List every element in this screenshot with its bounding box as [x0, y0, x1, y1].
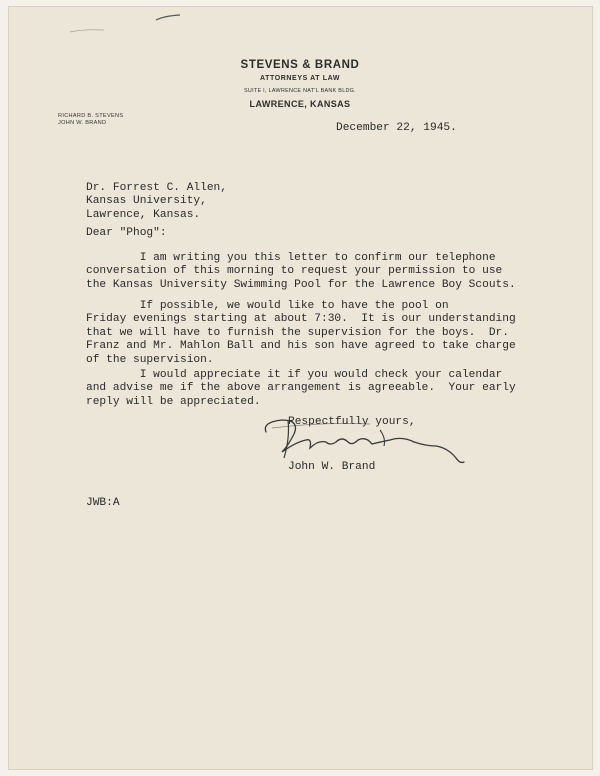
paragraph-line: I would appreciate it if you would check your calendar [86, 369, 503, 381]
paragraph [86, 300, 516, 367]
salutation: Dear "Phog": [86, 227, 167, 239]
paragraph-line: I am writing you this letter to confirm our telephone [86, 252, 496, 264]
faint-mark-icon [68, 26, 108, 36]
recipient-address [86, 182, 227, 222]
paragraph-line: that we will have to furnish the supervision for the boys. Dr. [86, 326, 509, 339]
partner-name: JOHN W. BRAND [58, 120, 107, 126]
letter-date: December 22, 1945. [336, 122, 457, 134]
paragraph [86, 252, 516, 292]
paragraph-line: If possible, we would like to have the pool on [86, 300, 449, 312]
paragraph-line: the Kansas University Swimming Pool for the Lawrence Boy Scouts. [86, 278, 516, 291]
closing: Respectfully yours, [288, 416, 416, 428]
paragraph-line: Friday evenings starting at about 7:30. It is our understanding [86, 313, 516, 326]
letterhead-subtitle: ATTORNEYS AT LAW [259, 75, 341, 82]
address-line: Dr. Forrest C. Allen, [86, 182, 227, 194]
paragraph [86, 369, 516, 409]
paragraph-line: Franz and Mr. Mahlon Ball and his son have agreed to take charge [86, 340, 516, 353]
letterhead-city: LAWRENCE, KANSAS [249, 99, 351, 109]
address-line: Kansas University, [86, 195, 207, 208]
reference-initials: JWB:A [86, 497, 120, 509]
letterhead-suite: SUITE I, LAWRENCE NAT'L BANK BLDG. [244, 88, 356, 94]
signer-name: John W. Brand [288, 461, 376, 473]
pencil-mark-icon [154, 12, 184, 24]
paragraph-line: of the supervision. [86, 353, 214, 366]
paragraph-line: conversation of this morning to request your permission to use [86, 265, 503, 278]
partner-name: RICHARD B. STEVENS [58, 113, 124, 119]
paragraph-line: reply will be appreciated. [86, 395, 261, 408]
address-line: Lawrence, Kansas. [86, 208, 201, 221]
paragraph-line: and advise me if the above arrangement is agreeable. Your early [86, 382, 516, 395]
letterhead-firm: STEVENS & BRAND [240, 59, 360, 71]
